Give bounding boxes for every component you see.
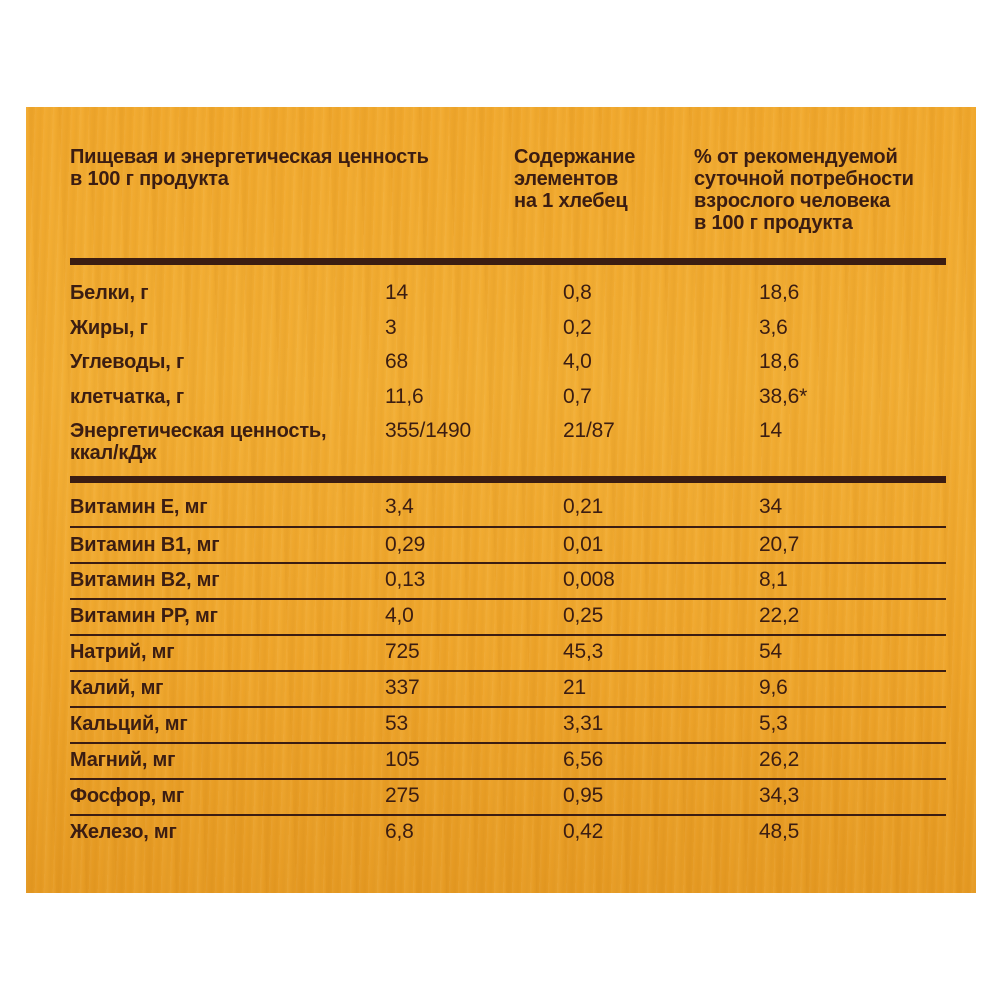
- row-divider: [70, 742, 946, 744]
- row-vitamin-pp-pct: 22,2: [759, 604, 800, 627]
- row-vitamin-b1-per100: 0,29: [385, 533, 426, 556]
- row-vitamin-e-name: Витамин Е, мг: [70, 496, 208, 518]
- row-vitamin-b1-perpiece: 0,01: [563, 533, 604, 556]
- row-sodium-per100: 725: [385, 640, 420, 663]
- row-vitamin-b2-perpiece: 0,008: [563, 568, 615, 591]
- row-calcium-name: Кальций, мг: [70, 713, 188, 735]
- row-fat-name: Жиры, г: [70, 317, 148, 339]
- row-energy-per100: 355/1490: [385, 419, 471, 442]
- row-iron-name: Железо, мг: [70, 821, 177, 843]
- row-protein-per100: 14: [385, 281, 408, 304]
- header-per-piece-line1: Содержание: [514, 146, 636, 168]
- row-phosphorus-per100: 275: [385, 784, 420, 807]
- row-potassium-per100: 337: [385, 676, 420, 699]
- row-vitamin-b2-name: Витамин В2, мг: [70, 569, 220, 591]
- row-protein-name: Белки, г: [70, 282, 149, 304]
- header-nutrition-title-line1: Пищевая и энергетическая ценность: [70, 146, 429, 168]
- row-fat-perpiece: 0,2: [563, 316, 592, 339]
- row-vitamin-pp-perpiece: 0,25: [563, 604, 604, 627]
- row-carbs-perpiece: 4,0: [563, 350, 592, 373]
- row-potassium-perpiece: 21: [563, 676, 586, 699]
- row-carbs-name: Углеводы, г: [70, 351, 185, 373]
- row-vitamin-e-perpiece: 0,21: [563, 495, 604, 518]
- row-vitamin-b2-per100: 0,13: [385, 568, 426, 591]
- header-daily-pct-line4: в 100 г продукта: [694, 212, 853, 234]
- row-fiber-pct: 38,6*: [759, 385, 808, 408]
- header-nutrition-title-line2: в 100 г продукта: [70, 168, 229, 190]
- row-vitamin-e-per100: 3,4: [385, 495, 414, 518]
- nutrition-table: [26, 107, 976, 893]
- header-divider: [70, 258, 946, 265]
- row-magnesium-pct: 26,2: [759, 748, 800, 771]
- row-divider: [70, 598, 946, 600]
- row-magnesium-perpiece: 6,56: [563, 748, 604, 771]
- row-magnesium-name: Магний, мг: [70, 749, 176, 771]
- row-vitamin-e-pct: 34: [759, 495, 782, 518]
- row-phosphorus-perpiece: 0,95: [563, 784, 604, 807]
- row-carbs-per100: 68: [385, 350, 408, 373]
- row-divider: [70, 562, 946, 564]
- row-calcium-pct: 5,3: [759, 712, 788, 735]
- row-energy-pct: 14: [759, 419, 782, 442]
- row-fiber-per100: 11,6: [385, 385, 424, 408]
- row-energy-name-line2: ккал/кДж: [70, 442, 157, 464]
- row-divider: [70, 634, 946, 636]
- row-protein-pct: 18,6: [759, 281, 800, 304]
- row-divider: [70, 670, 946, 672]
- row-vitamin-b2-pct: 8,1: [759, 568, 788, 591]
- row-carbs-pct: 18,6: [759, 350, 800, 373]
- row-phosphorus-name: Фосфор, мг: [70, 785, 185, 807]
- row-divider: [70, 526, 946, 528]
- row-energy-perpiece: 21/87: [563, 419, 615, 442]
- header-daily-pct-line1: % от рекомендуемой: [694, 146, 898, 168]
- row-fat-per100: 3: [385, 316, 397, 339]
- row-iron-pct: 48,5: [759, 820, 800, 843]
- group-divider: [70, 476, 946, 483]
- row-fiber-perpiece: 0,7: [563, 385, 592, 408]
- row-protein-perpiece: 0,8: [563, 281, 592, 304]
- row-vitamin-b1-pct: 20,7: [759, 533, 800, 556]
- header-per-piece-line3: на 1 хлебец: [514, 190, 628, 212]
- row-calcium-perpiece: 3,31: [563, 712, 604, 735]
- row-divider: [70, 814, 946, 816]
- header-daily-pct-line2: суточной потребности: [694, 168, 914, 190]
- row-vitamin-pp-name: Витамин РР, мг: [70, 605, 218, 627]
- row-fat-pct: 3,6: [759, 316, 788, 339]
- row-phosphorus-pct: 34,3: [759, 784, 800, 807]
- row-divider: [70, 778, 946, 780]
- row-fiber-name: клетчатка, г: [70, 386, 185, 408]
- row-sodium-name: Натрий, мг: [70, 641, 175, 663]
- row-calcium-per100: 53: [385, 712, 408, 735]
- header-daily-pct-line3: взрослого человека: [694, 190, 891, 212]
- row-sodium-pct: 54: [759, 640, 782, 663]
- row-sodium-perpiece: 45,3: [563, 640, 604, 663]
- row-divider: [70, 706, 946, 708]
- row-energy-name: Энергетическая ценность,: [70, 420, 327, 442]
- row-vitamin-pp-per100: 4,0: [385, 604, 414, 627]
- row-iron-perpiece: 0,42: [563, 820, 604, 843]
- row-magnesium-per100: 105: [385, 748, 420, 771]
- header-per-piece-line2: элементов: [514, 168, 619, 190]
- row-potassium-name: Калий, мг: [70, 677, 164, 699]
- row-vitamin-b1-name: Витамин В1, мг: [70, 534, 220, 556]
- row-iron-per100: 6,8: [385, 820, 414, 843]
- row-potassium-pct: 9,6: [759, 676, 788, 699]
